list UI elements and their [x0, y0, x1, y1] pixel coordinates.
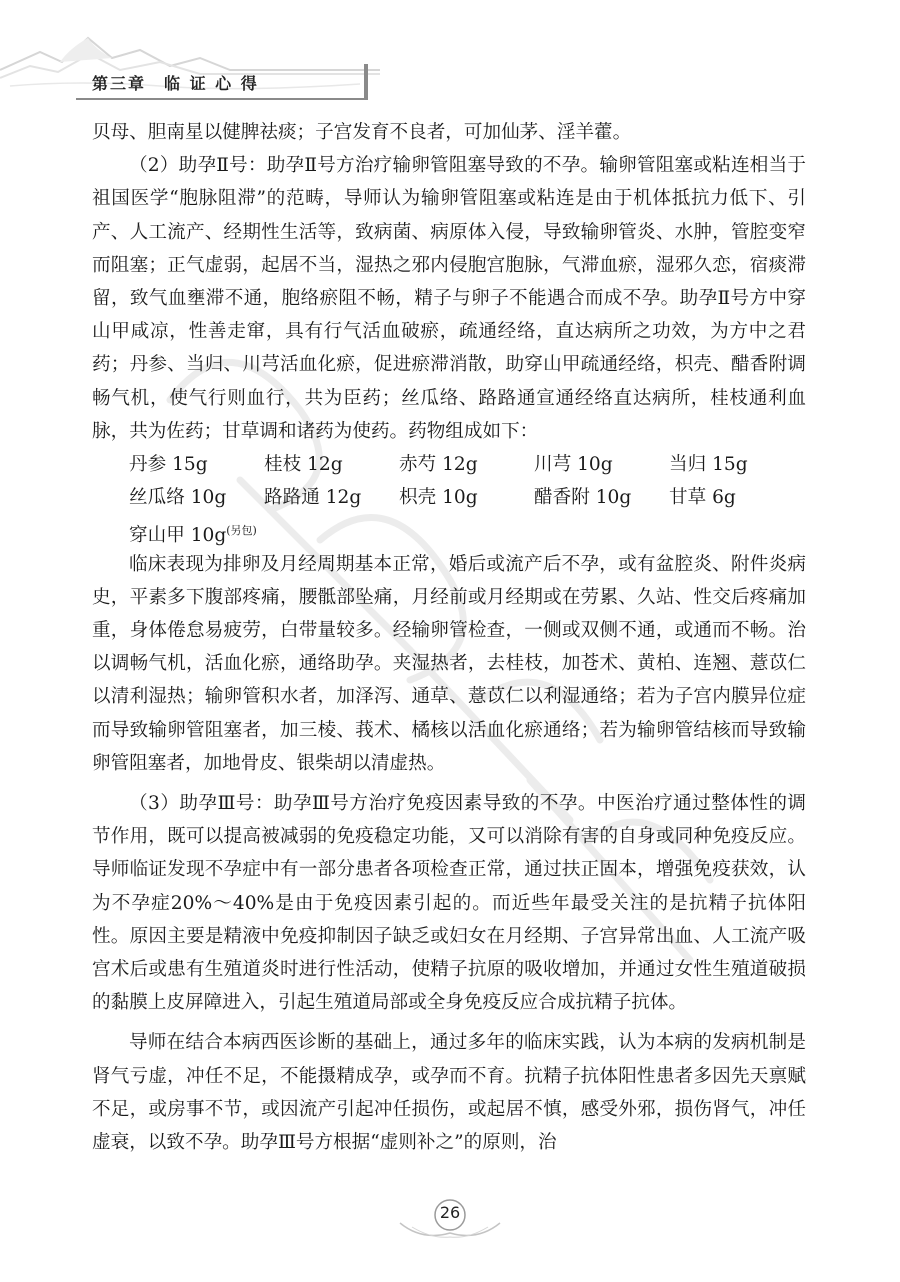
page-number: 26: [439, 1203, 461, 1222]
page-number-ornament: [392, 1193, 508, 1245]
herb-item: 川芎 10g: [534, 454, 613, 476]
herb-item: 路路通 12g: [264, 487, 362, 509]
herb-item: 当归 15g: [669, 454, 748, 476]
paragraph: 临床表现为排卵及月经周期基本正常，婚后或流产后不孕，或有盆腔炎、附件炎病史，平素多下腹部疼痛，腰骶部坠痛，月经前或月经期或在劳累、久站、性交后疼痛加重，身体倦怠易疲劳，白带量较多。经输卵管检查，一侧或双侧不通，或通而不畅。治以调畅气机，活血化瘀，通络助孕。夹湿热者，去桂枝，加苍术、黄柏、连翘、薏苡仁以清利湿热；输卵管积水者，加泽泻、通草、薏苡仁以利湿通络；若为子宫内膜异位症而导致输卵管阻塞者，加三棱、莪术、橘核以活血化瘀通络；若为输卵管结核而导致输卵管阻塞者，加地骨皮、银柴胡以清虚热。: [92, 553, 806, 774]
herb-row: [129, 481, 806, 514]
paragraph: 导师在结合本病西医诊断的基础上，通过多年的临床实践，认为本病的发病机制是肾气亏虚，冲任不足，不能摄精成孕，或孕而不育。抗精子抗体阳性患者多因先天禀赋不足，或房事不节，或因流产引起冲任损伤，或起居不慎，感受外邪，损伤肾气，冲任虚衰，以致不孕。助孕Ⅲ号方根据“虚则补之”的原则，治: [92, 1032, 806, 1154]
chapter-title: 临 证 心 得: [164, 74, 259, 93]
herb-list: [92, 448, 806, 548]
herb-item-text: 穿山甲 10g: [129, 525, 227, 547]
herb-item: 醋香附 10g: [534, 487, 632, 509]
header-rule-tick: [364, 64, 368, 100]
herb-item: 甘草 6g: [669, 487, 736, 509]
paragraph: （3）助孕Ⅲ号：助孕Ⅲ号方治疗免疫因素导致的不孕。中医治疗通过整体性的调节作用，既可以提高被减弱的免疫稳定功能，又可以消除有害的自身或同种免疫反应。导师临证发现不孕症中有一部分患者各项检查正常，通过扶正固本，增强免疫获效，认为不孕症20%～40%是由于免疫因素引起的。而近些年最受关注的是抗精子抗体阳性。原因主要是精液中免疫抑制因子缺乏或妇女在月经期、子宫异常出血、人工流产吸宫术后或患有生殖道炎时进行性活动，使精子抗原的吸收增加，并通过女性生殖道破损的黏膜上皮屏障进入，引起生殖道局部或全身免疫反应合成抗精子抗体。: [92, 793, 806, 1014]
herb-item-note: (另包): [226, 524, 257, 538]
paragraph: （2）助孕Ⅱ号：助孕Ⅱ号方治疗输卵管阻塞导致的不孕。输卵管阻塞或粘连相当于祖国医学“胞脉阻滞”的范畴，导师认为输卵管阻塞或粘连是由于机体抵抗力低下、引产、人工流产、经期性生活等，致病菌、病原体入侵，导致输卵管炎、水肿，管腔变窄而阻塞；正气虚弱，起居不当，湿热之邪内侵胞宫胞脉，气滞血瘀，湿邪久恋，宿痰滞留，致气血壅滞不通，胞络瘀阻不畅，精子与卵子不能遇合而成不孕。助孕Ⅱ号方中穿山甲咸凉，性善走窜，具有行气活血破瘀，疏通经络，直达病所之功效，为方中之君药；丹参、当归、川芎活血化瘀，促进瘀滞消散，助穿山甲疏通经络，枳壳、醋香附调畅气机，使气行则血行，共为臣药；丝瓜络、路路通宣通经络直达病所，桂枝通利血脉，共为佐药；甘草调和诸药为使药。药物组成如下：: [92, 155, 806, 442]
herb-item: 枳壳 10g: [399, 487, 478, 509]
herb-row: [129, 514, 806, 547]
herb-item: [129, 514, 264, 547]
chapter-label: 第三章: [92, 74, 147, 93]
herb-item: 赤芍 12g: [399, 454, 478, 476]
herb-row: [129, 448, 806, 481]
page-body: [92, 116, 806, 1159]
running-header: [92, 71, 259, 94]
paragraph: 贝母、胆南星以健脾祛痰；子宫发育不良者，可加仙茅、淫羊藿。: [92, 122, 632, 143]
herb-item: 桂枝 12g: [264, 454, 343, 476]
herb-item: 丝瓜络 10g: [129, 487, 227, 509]
herb-item: 丹参 15g: [129, 454, 208, 476]
